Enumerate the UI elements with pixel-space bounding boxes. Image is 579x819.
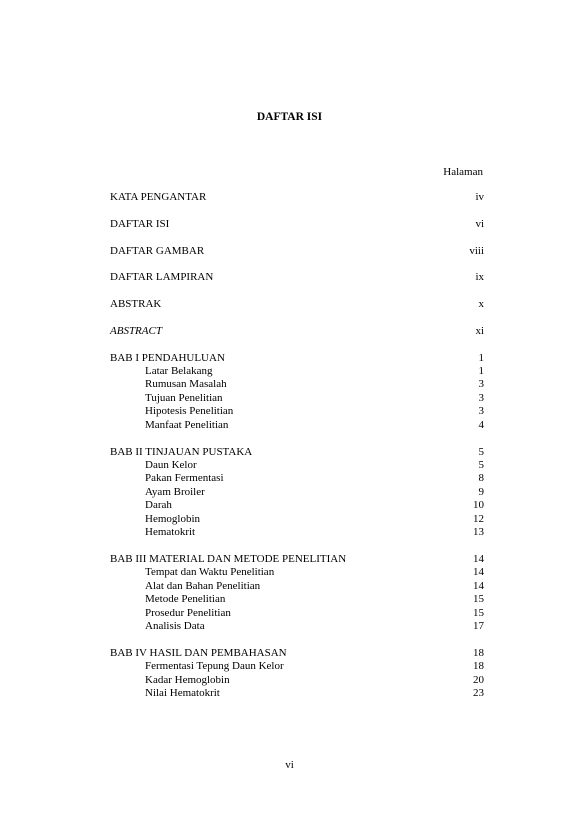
- section-entry: [110, 620, 484, 633]
- chapter-heading: [110, 352, 484, 365]
- chapter-label: BAB III MATERIAL DAN METODE PENELITIAN: [110, 552, 347, 565]
- section-page: 3: [478, 391, 484, 404]
- section-label: Tempat dan Waktu Penelitian: [145, 566, 275, 579]
- section-page: 20: [473, 673, 484, 686]
- chapter-page: 1: [478, 351, 484, 364]
- section-entry: [110, 674, 484, 687]
- toc-entry: [110, 218, 484, 231]
- section-page: 8: [478, 472, 484, 485]
- section-page: 1: [478, 365, 484, 378]
- section-page: 4: [478, 418, 484, 431]
- chapter-page: 14: [473, 552, 484, 565]
- section-entry: [110, 513, 484, 526]
- section-entry: [110, 378, 484, 391]
- section-label: Fermentasi Tepung Daun Kelor: [145, 660, 284, 673]
- section-entry: [110, 687, 484, 700]
- section-label: Analisis Data: [145, 619, 205, 632]
- chapter-label: BAB IV HASIL DAN PEMBAHASAN: [110, 646, 287, 659]
- chapter-label: BAB II TINJAUAN PUSTAKA: [110, 445, 253, 458]
- section-label: Kadar Hemoglobin: [145, 673, 230, 686]
- toc-entry-page: iv: [475, 191, 484, 203]
- section-entry: [110, 660, 484, 673]
- section-entry: [110, 459, 484, 472]
- section-label: Alat dan Bahan Penelitian: [145, 579, 261, 592]
- section-page: 12: [473, 512, 484, 525]
- toc-entry-label: ABSTRAK: [110, 298, 162, 311]
- toc-entry: [110, 325, 484, 338]
- front-matter-list: [110, 191, 484, 338]
- section-label: Pakan Fermentasi: [145, 472, 224, 485]
- section-page: 10: [473, 499, 484, 512]
- section-label: Tujuan Penelitian: [145, 391, 223, 404]
- section-page: 17: [473, 619, 484, 632]
- section-entry: [110, 365, 484, 378]
- section-entry: [110, 580, 484, 593]
- toc-entry-page: ix: [475, 271, 484, 284]
- chapter-block: [110, 352, 484, 432]
- toc-entry: [110, 245, 484, 258]
- section-label: Darah: [145, 499, 172, 512]
- chapter-heading: [110, 553, 484, 566]
- section-entry: [110, 405, 484, 418]
- chapter-page: 18: [473, 646, 484, 659]
- section-label: Manfaat Penelitian: [145, 418, 229, 431]
- section-label: Daun Kelor: [145, 459, 197, 472]
- chapter-heading: [110, 647, 484, 660]
- toc-entry-label: DAFTAR GAMBAR: [110, 244, 205, 257]
- section-entry: [110, 607, 484, 620]
- section-page: 5: [478, 459, 484, 472]
- chapter-block: [110, 553, 484, 633]
- chapter-heading: [110, 446, 484, 459]
- section-entry: [110, 419, 484, 432]
- section-label: Hemoglobin: [145, 512, 200, 525]
- section-label: Latar Belakang: [145, 365, 213, 378]
- section-label: Hipotesis Penelitian: [145, 405, 234, 418]
- section-label: Nilai Hematokrit: [145, 687, 220, 700]
- section-label: Rumusan Masalah: [145, 378, 227, 391]
- toc-entry-label: DAFTAR LAMPIRAN: [110, 271, 214, 284]
- page-column-header: Halaman: [443, 166, 483, 178]
- section-page: 14: [473, 566, 484, 579]
- section-entry: [110, 566, 484, 579]
- section-page: 15: [473, 593, 484, 606]
- section-entry: [110, 486, 484, 499]
- page-number-footer: vi: [285, 759, 294, 771]
- toc-entry: [110, 298, 484, 311]
- section-label: Prosedur Penelitian: [145, 606, 231, 619]
- toc-entry-label: DAFTAR ISI: [110, 217, 170, 230]
- toc-entry: [110, 191, 484, 204]
- toc-entry: [110, 271, 484, 284]
- section-page: 3: [478, 378, 484, 391]
- toc-entry-page: x: [478, 298, 484, 311]
- section-entry: [110, 593, 484, 606]
- section-label: Metode Penelitian: [145, 593, 226, 606]
- toc-entry-page: xi: [475, 324, 484, 337]
- page-title: DAFTAR ISI: [256, 111, 323, 123]
- chapter-block: [110, 647, 484, 701]
- section-page: 18: [473, 660, 484, 673]
- section-page: 13: [473, 525, 484, 538]
- section-page: 14: [473, 579, 484, 592]
- toc-entry-page: vi: [475, 217, 484, 230]
- table-of-contents: [110, 191, 484, 700]
- section-entry: [110, 392, 484, 405]
- chapter-label: BAB I PENDAHULUAN: [110, 351, 225, 364]
- section-entry: [110, 499, 484, 512]
- section-label: Ayam Broiler: [145, 485, 205, 498]
- section-entry: [110, 472, 484, 485]
- toc-entry-label: KATA PENGANTAR: [110, 191, 207, 203]
- chapter-block: [110, 446, 484, 540]
- toc-entry-label: ABSTRACT: [110, 324, 162, 337]
- toc-entry-page: viii: [469, 244, 484, 257]
- chapter-page: 5: [478, 445, 484, 458]
- section-page: 9: [478, 485, 484, 498]
- section-entry: [110, 526, 484, 539]
- section-page: 23: [473, 687, 484, 700]
- section-page: 3: [478, 405, 484, 418]
- section-page: 15: [473, 606, 484, 619]
- section-label: Hematokrit: [145, 525, 196, 538]
